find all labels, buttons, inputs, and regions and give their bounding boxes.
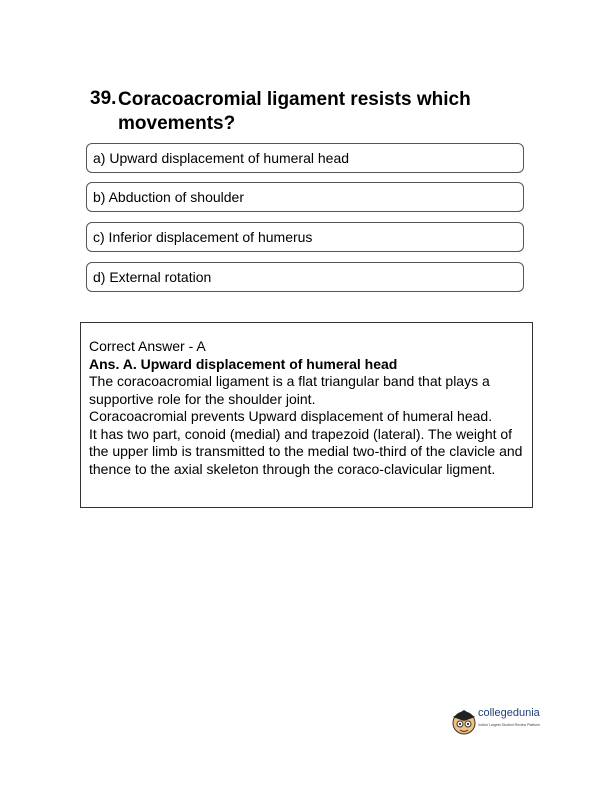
option-a[interactable]: a) Upward displacement of humeral head (86, 143, 524, 173)
answer-heading: Ans. A. Upward displacement of humeral head (89, 355, 398, 372)
question-text: Coracoacromial ligament resists which movements? (118, 89, 471, 134)
logo-name: collegedunia (478, 707, 540, 719)
explanation-para-1: The coracoacromial ligament is a flat triangular band that plays a supportive role for the shoulder joint. (89, 373, 490, 407)
option-c[interactable]: c) Inferior displacement of humerus (86, 222, 524, 252)
correct-answer-label: Correct Answer - A (89, 338, 206, 354)
option-b[interactable]: b) Abduction of shoulder (86, 182, 524, 212)
logo-tagline: India's Largest Student Review Platform (478, 723, 541, 727)
question-number: 39. (90, 88, 117, 109)
option-d[interactable]: d) External rotation (86, 262, 524, 292)
explanation-para-2: Coracoacromial prevents Upward displacement of humeral head. (89, 408, 493, 424)
explanation-para-3: It has two part, conoid (medial) and trapezoid (lateral). The weight of the upper limb is transmitted to the medial two-third of the clavicle and thence to the axial skeleton through the coraco-clavicular ligment. (89, 425, 523, 477)
answer-box (80, 322, 533, 508)
